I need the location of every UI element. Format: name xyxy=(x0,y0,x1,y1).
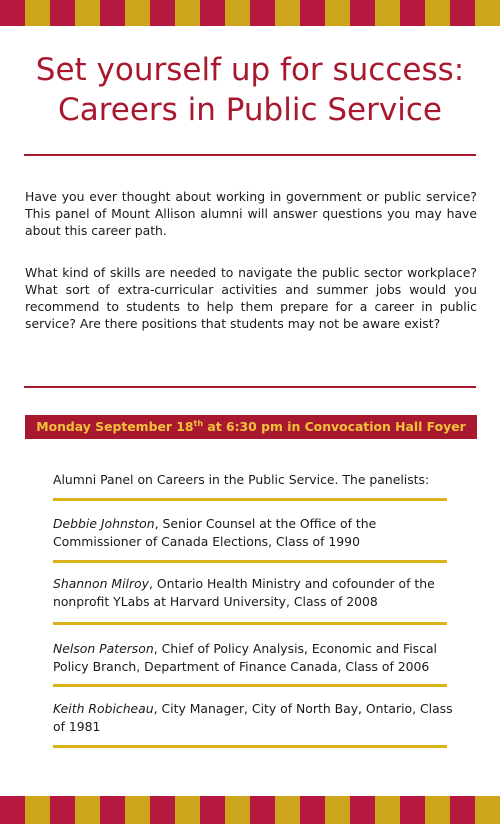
panelist-name: Debbie Johnston xyxy=(53,516,155,531)
panelist-item xyxy=(53,515,453,551)
top-decorative-stripe xyxy=(0,0,500,26)
panelist-divider xyxy=(53,622,447,625)
panelist-name: Shannon Milroy xyxy=(53,576,149,591)
panelist-divider xyxy=(53,684,447,687)
page-title xyxy=(0,50,500,130)
title-line-1: Set yourself up for success: xyxy=(35,52,465,88)
panel-intro: Alumni Panel on Careers in the Public Service. The panelists: xyxy=(53,472,430,487)
intro-paragraph-1: Have you ever thought about working in government or public service? This panel of Mount Allison alumni will answer questions you may have about this career path. xyxy=(25,189,477,238)
panelist-name: Nelson Paterson xyxy=(53,641,154,656)
panelist-name: Keith Robicheau xyxy=(53,701,154,716)
event-banner xyxy=(25,415,477,439)
panelist-details: , Chief of Policy Analysis, Economic and Fiscal Policy Branch, Department of Finance Canada, Class of 2006 xyxy=(53,641,437,674)
intro-divider xyxy=(24,386,476,388)
panelist-item xyxy=(53,575,453,611)
panel-divider xyxy=(53,498,447,501)
panelist-details: , Ontario Health Ministry and cofounder of the nonprofit YLabs at Harvard University, Class of 2008 xyxy=(53,576,435,609)
panelist-details: , Senior Counsel at the Office of the Commissioner of Canada Elections, Class of 1990 xyxy=(53,516,377,549)
event-time-location: at 6:30 pm in Convocation Hall Foyer xyxy=(203,419,466,434)
bottom-decorative-stripe xyxy=(0,796,500,824)
event-date: Monday September 18 xyxy=(36,419,194,434)
panelist-item xyxy=(53,700,453,736)
panelist-item xyxy=(53,640,453,676)
event-date-suffix: th xyxy=(193,418,204,428)
title-line-2: Careers in Public Service xyxy=(58,92,442,128)
panelist-details: , City Manager, City of North Bay, Ontario, Class of 1981 xyxy=(53,701,453,734)
intro-paragraph-2: What kind of skills are needed to navigate the public sector workplace? What sort of extra-curricular activities and summer jobs would you recommend to students to help them prepare for a career in public service? Are there positions that students may not be aware exist? xyxy=(25,265,477,331)
title-divider xyxy=(24,154,476,156)
panelist-divider xyxy=(53,745,447,748)
panelist-divider xyxy=(53,560,447,563)
